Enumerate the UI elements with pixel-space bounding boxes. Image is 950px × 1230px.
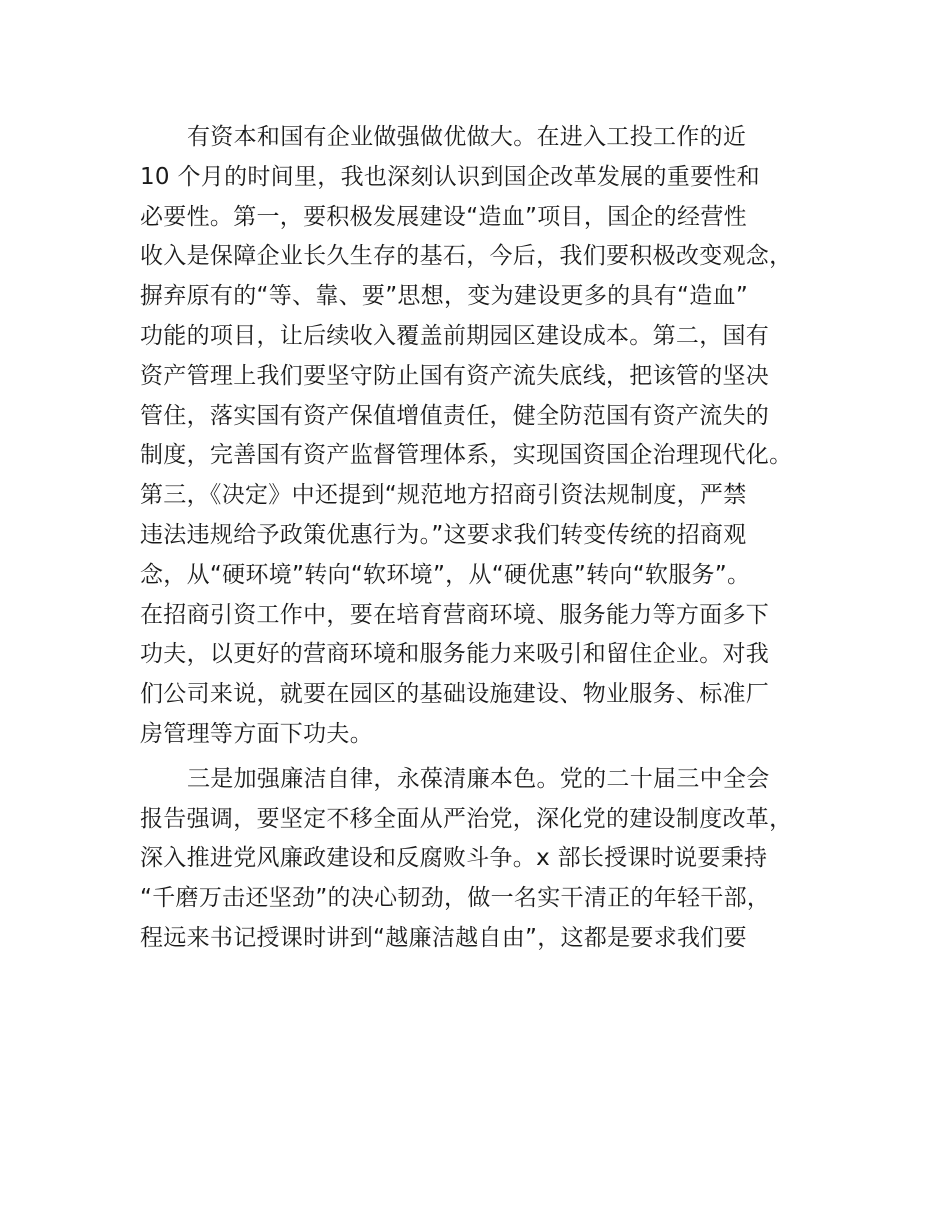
text-line: 收入是保障企业长久生存的基石，今后，我们要积极改变观念， <box>140 243 793 270</box>
text-line: 程远来书记授课时讲到“越廉洁越自由”，这都是要求我们要 <box>140 924 747 951</box>
text-line: 管住，落实国有资产保值增值责任，健全防范国有资产流失的 <box>140 402 770 429</box>
text-line: 第三，《决定》中还提到“规范地方招商引资法规制度，严禁 <box>140 482 747 509</box>
text-line: 念，从“硬环境”转向“软环境”，从“硬优惠”转向“软服务”。 <box>140 561 751 588</box>
paragraph-2 <box>140 760 840 959</box>
text-line: 报告强调，要坚定不移全面从严治党，深化党的建设制度改革， <box>140 805 793 832</box>
text-line: 制度，完善国有资产监督管理体系，实现国资国企治理现代化。 <box>140 442 793 469</box>
text-line: 深入推进党风廉政建设和反腐败斗争。x 部长授课时说要秉持 <box>140 845 768 872</box>
text-line: 资产管理上我们要坚守防止国有资产流失底线，把该管的坚决 <box>140 362 770 389</box>
text-line: 在招商引资工作中，要在培育营商环境、服务能力等方面多下 <box>140 601 770 628</box>
text-line: “千磨万击还坚劲”的决心韧劲，做一名实干清正的年轻干部， <box>140 885 771 912</box>
text-line: 有资本和国有企业做强做优做大。在进入工投工作的近 <box>187 124 747 150</box>
text-line: 违法违规给予政策优惠行为。”这要求我们转变传统的招商观 <box>140 521 747 548</box>
text-line: 10 个月的时间里，我也深刻认识到国企改革发展的重要性和 <box>140 163 760 190</box>
text-line: 们公司来说，就要在园区的基础设施建设、物业服务、标准厂 <box>140 681 770 708</box>
text-line: 功夫，以更好的营商环境和服务能力来吸引和留住企业。对我 <box>140 641 770 668</box>
text-line: 摒弃原有的“等、靠、要”思想，变为建设更多的具有“造血” <box>140 283 749 310</box>
text-line: 房管理等方面下功夫。 <box>140 720 373 747</box>
document-body <box>140 118 840 959</box>
text-line: 三是加强廉洁自律，永葆清廉本色。党的二十届三中全会 <box>187 765 770 792</box>
paragraph-1 <box>140 118 840 755</box>
text-line: 必要性。第一，要积极发展建设“造血”项目，国企的经营性 <box>140 203 747 230</box>
text-line: 功能的项目，让后续收入覆盖前期园区建设成本。第二，国有 <box>140 322 770 349</box>
